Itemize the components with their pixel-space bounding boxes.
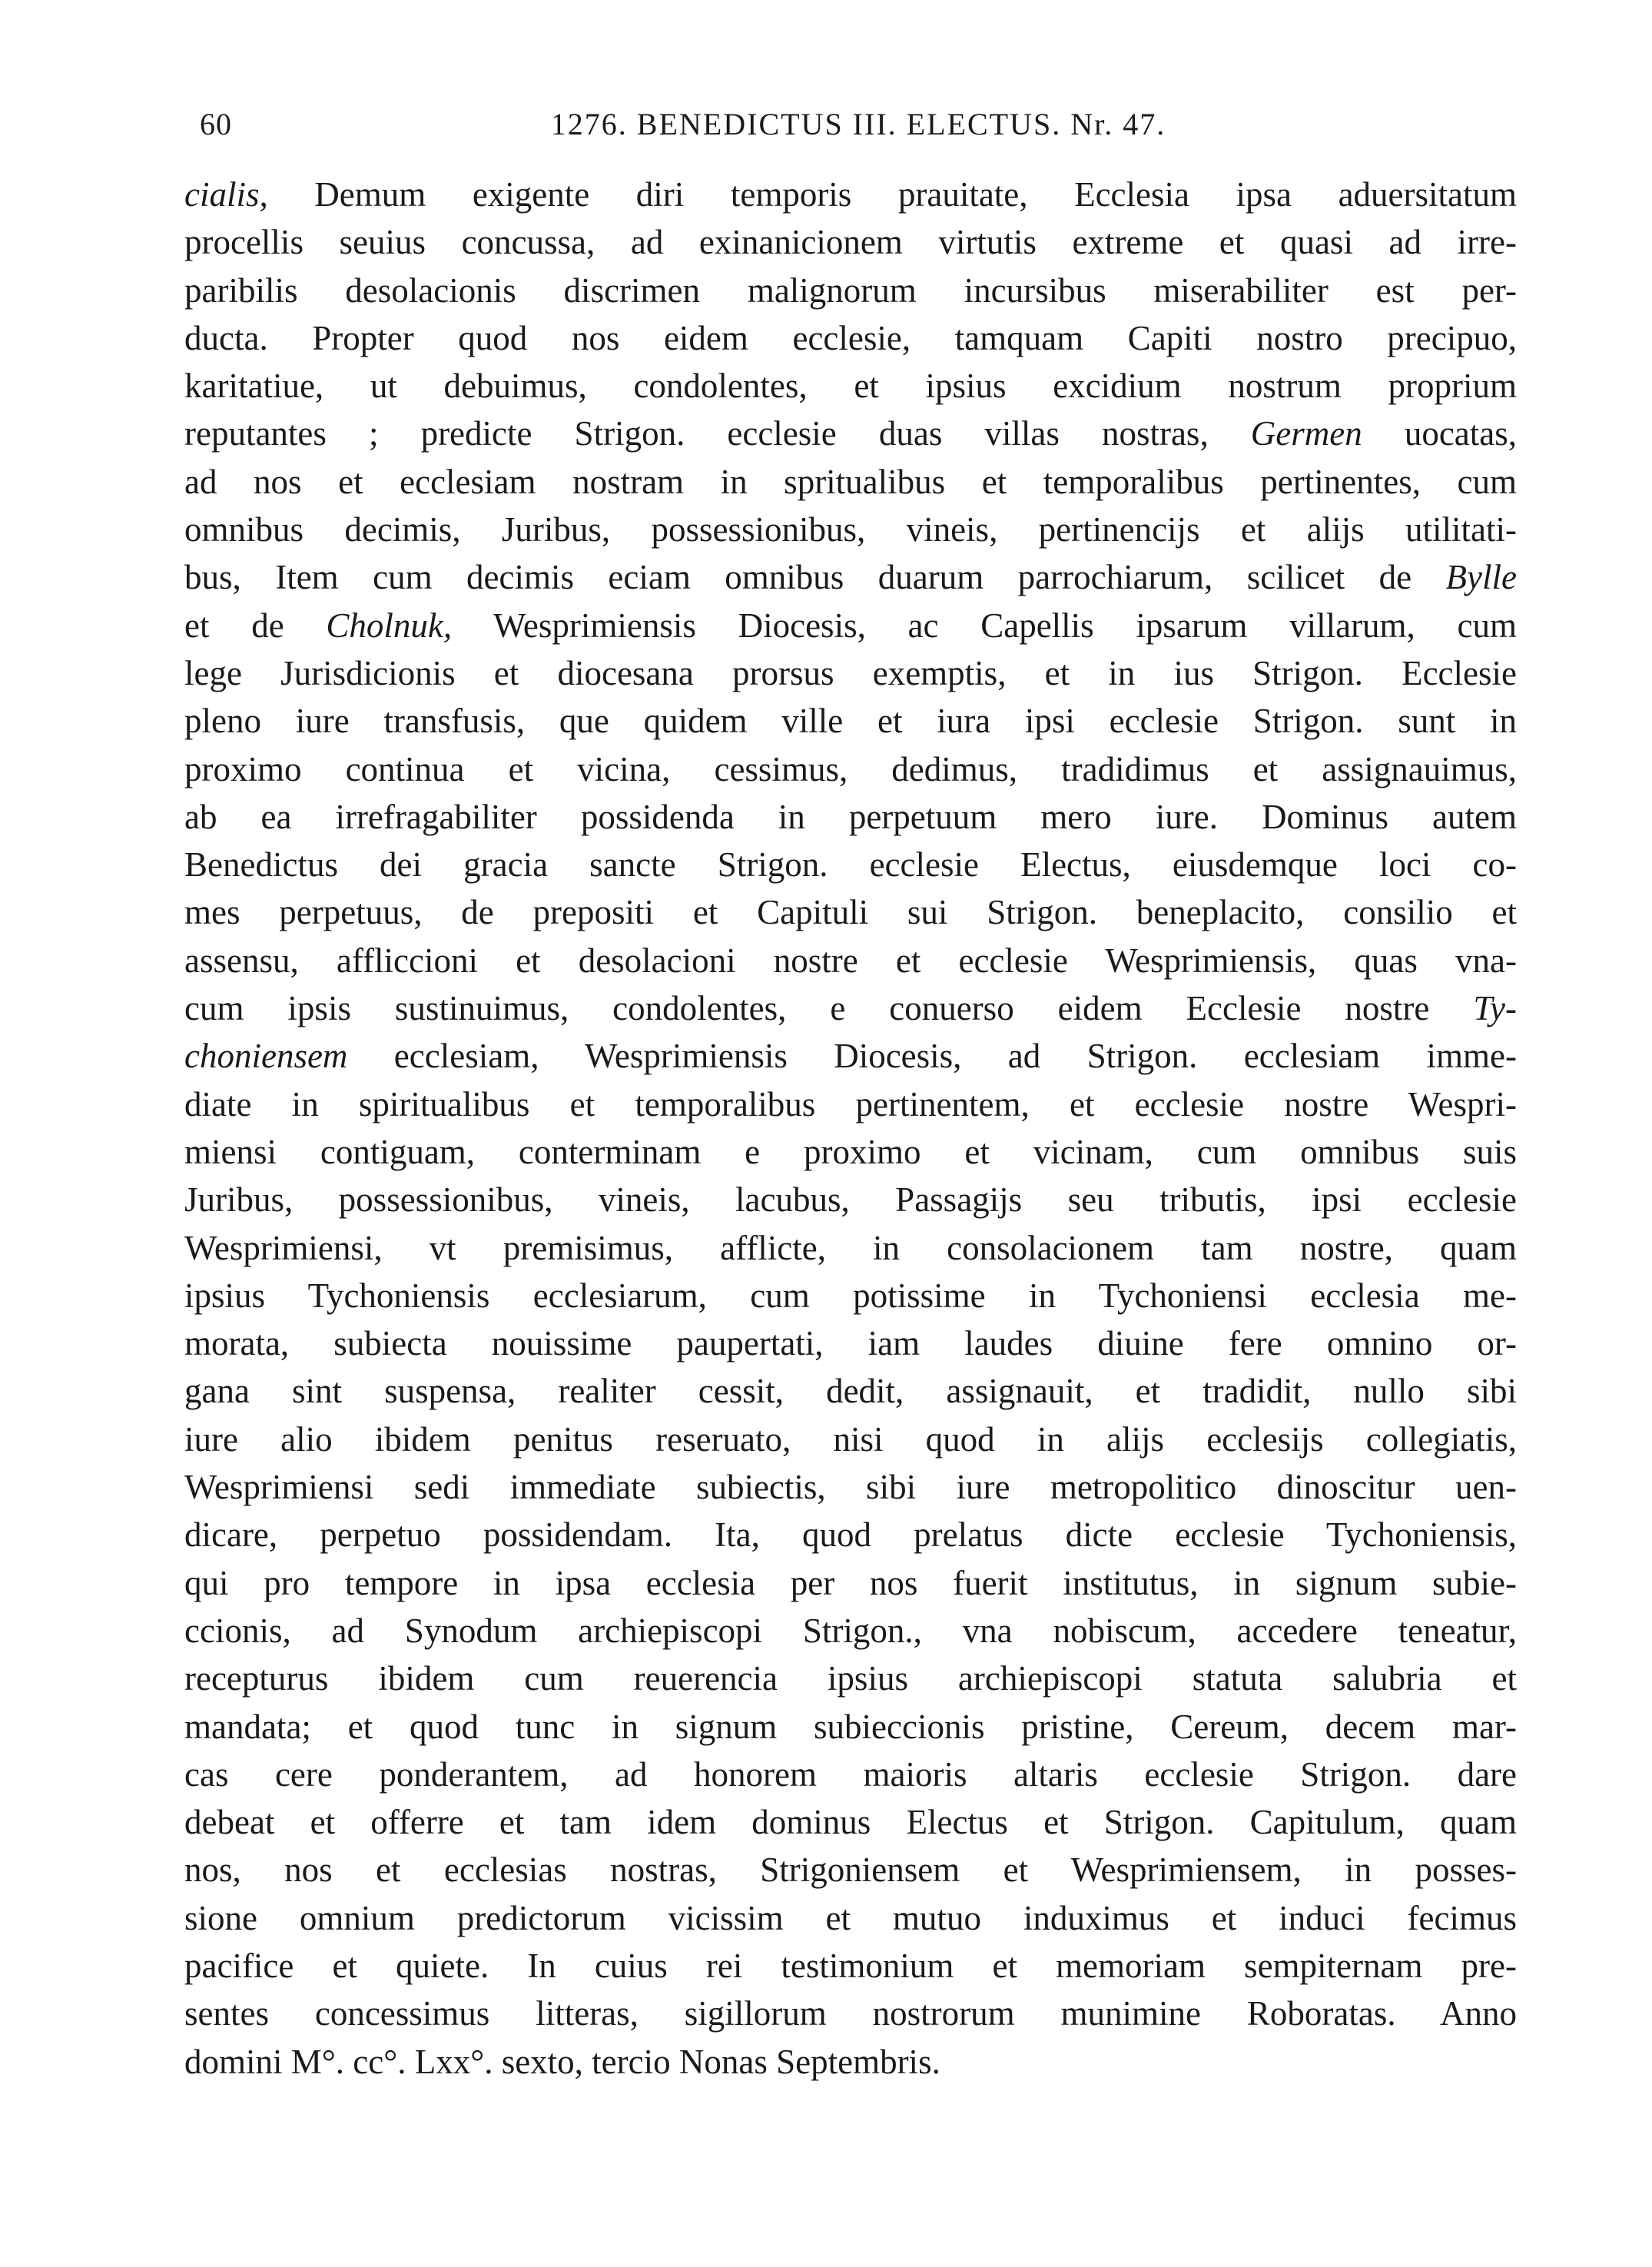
text-line [184, 1894, 1517, 1942]
text-line [184, 1703, 1517, 1751]
text-line [184, 1032, 1517, 1080]
text-segment: recepturus ibidem cum reuerencia ipsius archiepiscopi statuta salubria et [184, 1659, 1517, 1698]
italic-text: cialis, [184, 175, 268, 214]
text-segment: Juribus, possessionibus, vineis, lacubus, Passagijs seu tributis, ipsi ecclesie [184, 1180, 1517, 1220]
text-line [184, 1511, 1517, 1558]
text-segment: iure alio ibidem penitus reseruato, nisi quod in alijs ecclesijs collegiatis, [184, 1419, 1517, 1459]
text-segment: assensu, affliccioni et desolacioni nostre et ecclesie Wesprimiensis, quas vna- [184, 941, 1517, 980]
text-line [184, 1416, 1517, 1463]
text-segment: lege Jurisdicionis et diocesana prorsus exemptis, et in ius Strigon. Ecclesie [184, 653, 1517, 692]
text-segment: paribilis desolacionis discrimen malignorum incursibus miserabiliter est per- [184, 271, 1517, 310]
text-segment: Benedictus dei gracia sancte Strigon. ecclesie Electus, eiusdemque loci co- [184, 845, 1517, 885]
text-line [184, 2038, 1517, 2086]
text-line [184, 1846, 1517, 1894]
text-segment: cas cere ponderantem, ad honorem maioris altaris ecclesie Strigon. dare [184, 1754, 1517, 1794]
text-segment: debeat et offerre et tam idem dominus Electus et Strigon. Capitulum, quam [184, 1803, 1517, 1842]
text-line [184, 1463, 1517, 1511]
text-segment: ipsius Tychoniensis ecclesiarum, cum potissime in Tychoniensi ecclesia me- [184, 1276, 1517, 1315]
text-segment: pacifice et quiete. In cuius rei testimonium et memoriam sempiternam pre- [184, 1946, 1517, 1985]
text-line [184, 218, 1517, 266]
italic-text: Germen [1250, 414, 1362, 453]
text-line [184, 745, 1517, 793]
text-segment: dicare, perpetuo possidendam. Ita, quod prelatus dicte ecclesie Tychoniensis, [184, 1515, 1517, 1555]
text-line [184, 1176, 1517, 1223]
text-line [184, 1128, 1517, 1176]
page-number: 60 [200, 107, 232, 141]
text-line [184, 602, 1517, 649]
text-segment: sentes concessimus litteras, sigillorum nostrorum munimine Roboratas. Anno [184, 1994, 1517, 2033]
text-line [184, 314, 1517, 362]
text-line [184, 362, 1517, 410]
text-segment: diate in spiritualibus et temporalibus pertinentem, et ecclesie nostre Wespri- [184, 1084, 1517, 1124]
text-segment: Demum exigente diri temporis prauitate, Ecclesia ipsa aduersitatum [267, 175, 1517, 214]
text-line [184, 1751, 1517, 1798]
text-segment: ecclesiam, Wesprimiensis Diocesis, ad Strigon. ecclesiam imme- [347, 1037, 1517, 1076]
text-segment: gana sint suspensa, realiter cessit, dedit, assignauit, et tradidit, nullo sibi [184, 1372, 1517, 1411]
text-segment: et de [184, 606, 327, 645]
text-segment: Wesprimiensi sedi immediate subiectis, sibi iure metropolitico dinoscitur uen- [184, 1468, 1517, 1507]
text-segment: mes perpetuus, de prepositi et Capituli sui Strigon. beneplacito, consilio et [184, 893, 1517, 932]
text-segment: cum ipsis sustinuimus, condolentes, e conuerso eidem Ecclesie nostre [184, 989, 1474, 1028]
text-segment: morata, subiecta nouissime paupertati, iam laudes diuine fere omnino or- [184, 1324, 1517, 1363]
page-header [200, 106, 1517, 152]
text-line [184, 793, 1517, 841]
text-line [184, 267, 1517, 314]
text-segment: ccionis, ad Synodum archiepiscopi Strigon., vna nobiscum, accedere teneatur, [184, 1611, 1517, 1650]
text-line [184, 937, 1517, 984]
document-body [184, 171, 1517, 2086]
text-line [184, 1942, 1517, 1990]
text-line [184, 1224, 1517, 1272]
text-segment: ab ea irrefragabiliter possidenda in perpetuum mero iure. Dominus autem [184, 797, 1517, 836]
running-head: 1276. BENEDICTUS III. ELECTUS. Nr. 47. [550, 107, 1166, 141]
text-line [184, 553, 1517, 601]
text-segment: mandata; et quod tunc in signum subieccionis pristine, Cereum, decem mar- [184, 1707, 1517, 1746]
text-line [184, 1798, 1517, 1846]
text-segment: ad nos et ecclesiam nostram in spritualibus et temporalibus pertinentes, cum [184, 462, 1517, 501]
text-segment: procellis seuius concussa, ad exinanicionem virtutis extreme et quasi ad irre- [184, 223, 1517, 262]
text-segment: uocatas, [1362, 414, 1517, 453]
text-segment: omnibus decimis, Juribus, possessionibus, vineis, pertinencijs et alijs utilitati- [184, 510, 1517, 549]
text-line [184, 171, 1517, 218]
text-segment: nos, nos et ecclesias nostras, Strigoniensem et Wesprimiensem, in posses- [184, 1850, 1517, 1890]
text-line [184, 984, 1517, 1032]
text-segment: ducta. Propter quod nos eidem ecclesie, tamquam Capiti nostro precipuo, [184, 318, 1517, 357]
italic-text: Bylle [1445, 558, 1517, 597]
text-segment: sione omnium predictorum vicissim et mutuo induximus et induci fecimus [184, 1898, 1517, 1937]
text-segment: pleno iure transfusis, que quidem ville et iura ipsi ecclesie Strigon. sunt in [184, 702, 1517, 741]
text-line [184, 1319, 1517, 1367]
text-line [184, 410, 1517, 457]
text-segment: bus, Item cum decimis eciam omnibus duarum parrochiarum, scilicet de [184, 558, 1446, 597]
text-line [184, 841, 1517, 888]
text-line [184, 697, 1517, 745]
text-line [184, 649, 1517, 697]
italic-text: Cholnuk, [326, 606, 453, 645]
text-segment: miensi contiguam, conterminam e proximo et vicinam, cum omnibus suis [184, 1132, 1517, 1171]
italic-text: Ty- [1473, 989, 1517, 1028]
text-segment: Wesprimiensi, vt premisimus, afflicte, in consolacionem tam nostre, quam [184, 1228, 1517, 1267]
italic-text: choniensem [184, 1037, 348, 1076]
text-line [184, 1990, 1517, 2037]
text-line [184, 1559, 1517, 1607]
text-segment: reputantes ; predicte Strigon. ecclesie duas villas nostras, [184, 414, 1251, 453]
text-segment: qui pro tempore in ipsa ecclesia per nos fuerit institutus, in signum subie- [184, 1563, 1517, 1602]
text-line [184, 1272, 1517, 1319]
text-line [184, 1367, 1517, 1415]
text-line [184, 888, 1517, 936]
text-line [184, 458, 1517, 506]
text-segment: proximo continua et vicina, cessimus, dedimus, tradidimus et assignauimus, [184, 749, 1517, 788]
text-segment: domini M°. cc°. Lxx°. sexto, tercio Nonas Septembris. [184, 2042, 940, 2081]
text-line [184, 506, 1517, 553]
text-line [184, 1080, 1517, 1128]
text-segment: karitatiue, ut debuimus, condolentes, et ipsius excidium nostrum proprium [184, 367, 1517, 406]
text-line [184, 1607, 1517, 1655]
text-segment: Wesprimiensis Diocesis, ac Capellis ipsarum villarum, cum [452, 606, 1517, 645]
text-line [184, 1655, 1517, 1702]
